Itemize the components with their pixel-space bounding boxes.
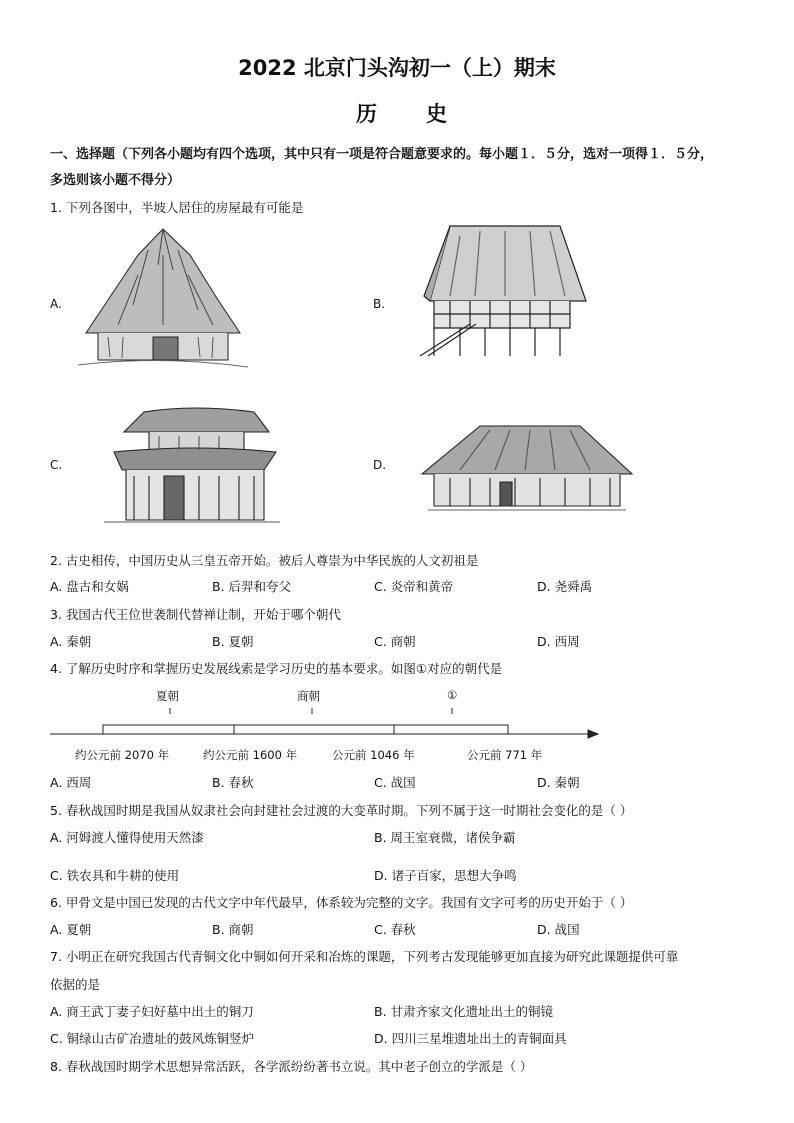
section-heading-line2: 多选则该小题不得分） [50,173,181,188]
q1-label-c: C. [50,458,63,472]
thatched-longhouse-image [420,422,634,518]
q4-option-b: B. 春秋 [212,775,254,790]
q1-label-a: A. [50,297,62,311]
section-heading-line1: 一、选择题（下列各小题均有四个选项，其中只有一项是符合题意要求的。每小题１．５分，选对一项得１．５分， [50,147,714,162]
q3-option-c: C. 商朝 [374,634,416,649]
q7-option-b: B. 甘肃齐家文化遗址出土的铜镜 [374,1004,554,1019]
timeline-date-1: 约公元前 2070 年 [75,748,170,762]
question-7-line2: 依据的是 [50,977,101,992]
timeline-period-1: ① [447,688,458,702]
q5-option-c: C. 铁农具和牛耕的使用 [50,868,180,883]
round-thatched-hut-image [78,225,248,373]
question-8: 8. 春秋战国时期学术思想异常活跃，各学派纷纷著书立说。其中老子创立的学派是（ ） [50,1059,533,1074]
q2-option-d: D. 尧舜禹 [537,579,593,594]
q3-option-d: D. 西周 [537,634,580,649]
q6-option-b: B. 商朝 [212,922,254,937]
q1-label-d: D. [373,458,387,472]
question-1: 1. 下列各图中，半坡人居住的房屋最有可能是 [50,200,304,215]
q6-option-c: C. 春秋 [374,922,416,937]
q7-option-a: A. 商王武丁妻子妇好墓中出土的铜刀 [50,1004,254,1019]
question-2: 2. 古史相传，中国历史从三皇五帝开始。被后人尊崇为中华民族的人文初祖是 [50,553,479,568]
q5-option-a: A. 河姆渡人懂得使用天然漆 [50,830,204,845]
q2-option-b: B. 后羿和夸父 [212,579,292,594]
q4-option-d: D. 秦朝 [537,775,580,790]
timeline-axis [50,700,604,742]
q7-option-d: D. 四川三星堆遗址出土的青铜面具 [374,1031,567,1046]
q1-label-b: B. [373,297,386,311]
q3-option-b: B. 夏朝 [212,634,254,649]
timeline-date-4: 公元前 771 年 [467,748,543,762]
question-6: 6. 甲骨文是中国已发现的古代文字中年代最早，体系较为完整的文字。我国有文字可考的历史开始于（ ） [50,895,633,910]
question-7-line1: 7. 小明正在研究我国古代青铜文化中铜如何开采和冶炼的课题，下列考古发现能够更加直接为研究此课题提供可靠 [50,949,679,964]
pavilion-building-image [104,404,280,530]
timeline-period-shang: 商朝 [297,689,320,703]
q4-option-c: C. 战国 [374,775,416,790]
timeline-period-xia: 夏朝 [156,689,179,703]
page-title: 2022 北京门头沟初一（上）期末 [238,56,556,80]
question-4: 4. 了解历史时序和掌握历史发展线索是学习历史的基本要求。如图①对应的朝代是 [50,661,503,676]
q5-option-b: B. 周王室衰微，诸侯争霸 [374,830,516,845]
q5-option-d: D. 诸子百家，思想大争鸣 [374,868,517,883]
q6-option-a: A. 夏朝 [50,922,92,937]
q6-option-d: D. 战国 [537,922,580,937]
q2-option-a: A. 盘古和女娲 [50,579,129,594]
stilt-house-image [410,216,590,364]
q2-option-c: C. 炎帝和黄帝 [374,579,454,594]
q3-option-a: A. 秦朝 [50,634,92,649]
timeline-date-2: 约公元前 1600 年 [203,748,298,762]
q7-option-c: C. 铜绿山古矿冶遗址的鼓风炼铜竖炉 [50,1031,255,1046]
timeline-date-3: 公元前 1046 年 [332,748,415,762]
question-5: 5. 春秋战国时期是我国从奴隶社会向封建社会过渡的大变革时期。下列不属于这一时期社会变化的是（ ） [50,803,633,818]
subject-char-2: 史 [426,102,447,126]
question-3: 3. 我国古代王位世袭制代替禅让制，开始于哪个朝代 [50,607,341,622]
q4-option-a: A. 西周 [50,775,92,790]
subject-char-1: 历 [356,102,377,126]
